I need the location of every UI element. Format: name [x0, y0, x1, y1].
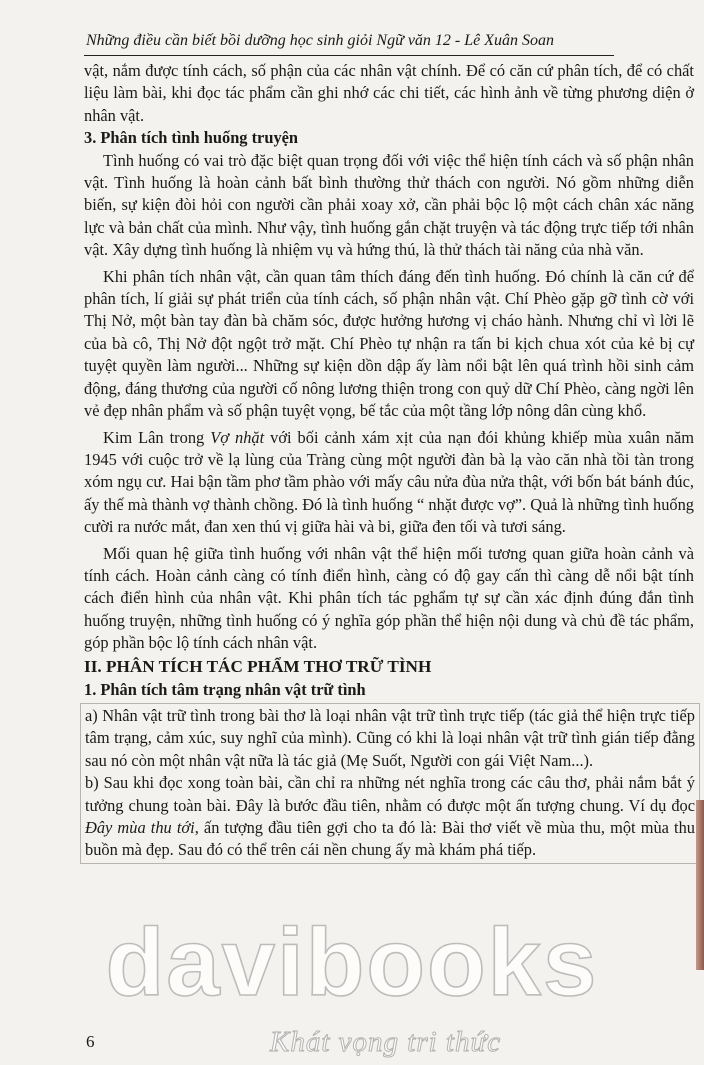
paragraph-continued: vật, nắm được tính cách, số phận của các nhân vật chính. Để có căn cứ phân tích, để có chất liệu làm bài, khi đọc tác phẩm cần ghi nhớ các chi tiết, các hình ảnh về từng phương diện ở nhân vật.	[84, 61, 694, 125]
page-number: 6	[86, 1032, 95, 1051]
heading-lyric-poetry: II. PHÂN TÍCH TÁC PHẨM THƠ TRỮ TÌNH	[84, 656, 432, 676]
paragraph-b	[85, 772, 695, 862]
work-title-day-mua-thu-toi: Đây mùa thu tới	[85, 818, 195, 837]
running-header: Những điều cần biết bồi dưỡng học sinh giỏi Ngữ văn 12 - Lê Xuân Soan	[86, 32, 555, 49]
text-segment: b) Sau khi đọc xong toàn bài, cần chỉ ra những nét nghĩa trong các câu thơ, phải nắm bắt ý tưởng chung toàn bài. Đây là bước đầu tiên, nhằm có được một ấn tượng chung. Ví dụ đọc	[85, 773, 695, 815]
boxed-notes	[80, 703, 700, 864]
text-segment: với bối cảnh xám xịt của nạn đói khủng khiếp mùa xuân năm 1945 với cuộc trở về lạ lùng của Tràng cùng một người đàn bà lạ vào căn nhà tồi tàn trong xóm ngụ cư. Hai bận tầm phơ tầm phào với mấy câu nửa đùa nửa thật, với bốn bát bánh đúc, ấy thế mà thành vợ thành chồng. Đó là tình huống “ nhặt được vợ”. Quả là những tình huống cười ra nước mắt, đan xen thú vị giữa hài và bi, giữa đen tối và tươi sáng.	[84, 427, 695, 537]
header-rule	[84, 55, 614, 56]
paragraph-situation-character: Mối quan hệ giữa tình huống với nhân vật thể hiện mối tương quan giữa hoàn cảnh và tính cách. Hoàn cảnh càng có tính điển hình, càng có độ gay cấn thì càng dễ nổi bật tính cách điển hình của nhân vật. Khi phân tích tác pghẩm tự sự cần xác định đúng đắn tình huống truyện, những tình huống có ý nghĩa góp phần thể hiện nội dung và chủ đề tác phẩm, góp phần bộc lộ tính cách nhân vật.	[84, 543, 694, 653]
heading-lyric-character: 1. Phân tích tâm trạng nhân vật trữ tình	[84, 679, 366, 699]
watermark-logo: davibooks	[105, 909, 599, 1016]
paragraph-situation-role: Tình huống có vai trò đặc biệt quan trọng đối với việc thể hiện tính cách và số phận nhân vật. Tình huống là hoàn cảnh bất bình thường thử thách con người. Nó gồm những diễn biến, sự kiện đòi hỏi con người cần phải xoay xở, cần phải bộc lộ một cách chân xác năng lực và bản chất của mình. Như vậy, tình huống gắn chặt truyện và tác động trực tiếp tới nhân vật. Xây dựng tình huống là nhiệm vụ và hứng thú, là thử thách tài năng của nhà văn.	[84, 150, 694, 260]
text-segment: Kim Lân trong	[103, 427, 211, 447]
page-edge-band	[696, 800, 704, 970]
watermark-tagline: Khát vọng tri thức	[270, 1026, 502, 1058]
page-body	[84, 60, 694, 864]
work-title-vo-nhat: Vợ nhặt	[210, 427, 265, 447]
heading-situation-analysis: 3. Phân tích tình huống truyện	[84, 128, 299, 148]
paragraph-a: a) Nhân vật trữ tình trong bài thơ là loại nhân vật trữ tình trực tiếp (tác giả thể hiện trực tiếp tâm trạng, cảm xúc, suy nghĩ của mình). Cũng có khi là loại nhân vật trữ tình gián tiếp đằng sau nó còn một nhân vật nữa là tác giả (Mẹ Suốt, Người con gái Việt Nam...).	[85, 705, 695, 770]
paragraph-chi-pheo: Khi phân tích nhân vật, cần quan tâm thích đáng đến tình huống. Đó chính là căn cứ để phân tích, lí giải sự phát triển của tính cách, số phận nhân vật. Chí Phèo gặp gỡ tình cờ với Thị Nở, một bàn tay đàn bà chăm sóc, được hưởng hương vị cháo hành. Nhưng chỉ vì lời lẽ của bà cô, Thị Nở đột ngột trở mặt. Chí Phèo tự nhận ra tấn bi kịch chua xót của kẻ bị cự tuyệt quyền làm người... Những sự kiện dồn dập ấy làm nổi bật lên quá trình hồi sinh cảm động, đáng thương của người cố nông lương thiện trong con quỷ dữ Chí Phèo, càng ngời lên vẻ đẹp nhân phẩm và số phận tuyệt vọng, bế tắc của một tầng lớp nông dân cùng khổ.	[84, 266, 694, 421]
text-segment: , ấn tượng đầu tiên gợi cho ta đó là: Bài thơ viết về mùa thu, một mùa thu buồn mà đẹp. Sau đó có thể trên cái nền chung ấy mà khám phá tiếp.	[85, 818, 695, 860]
paragraph-vo-nhat	[84, 427, 694, 539]
